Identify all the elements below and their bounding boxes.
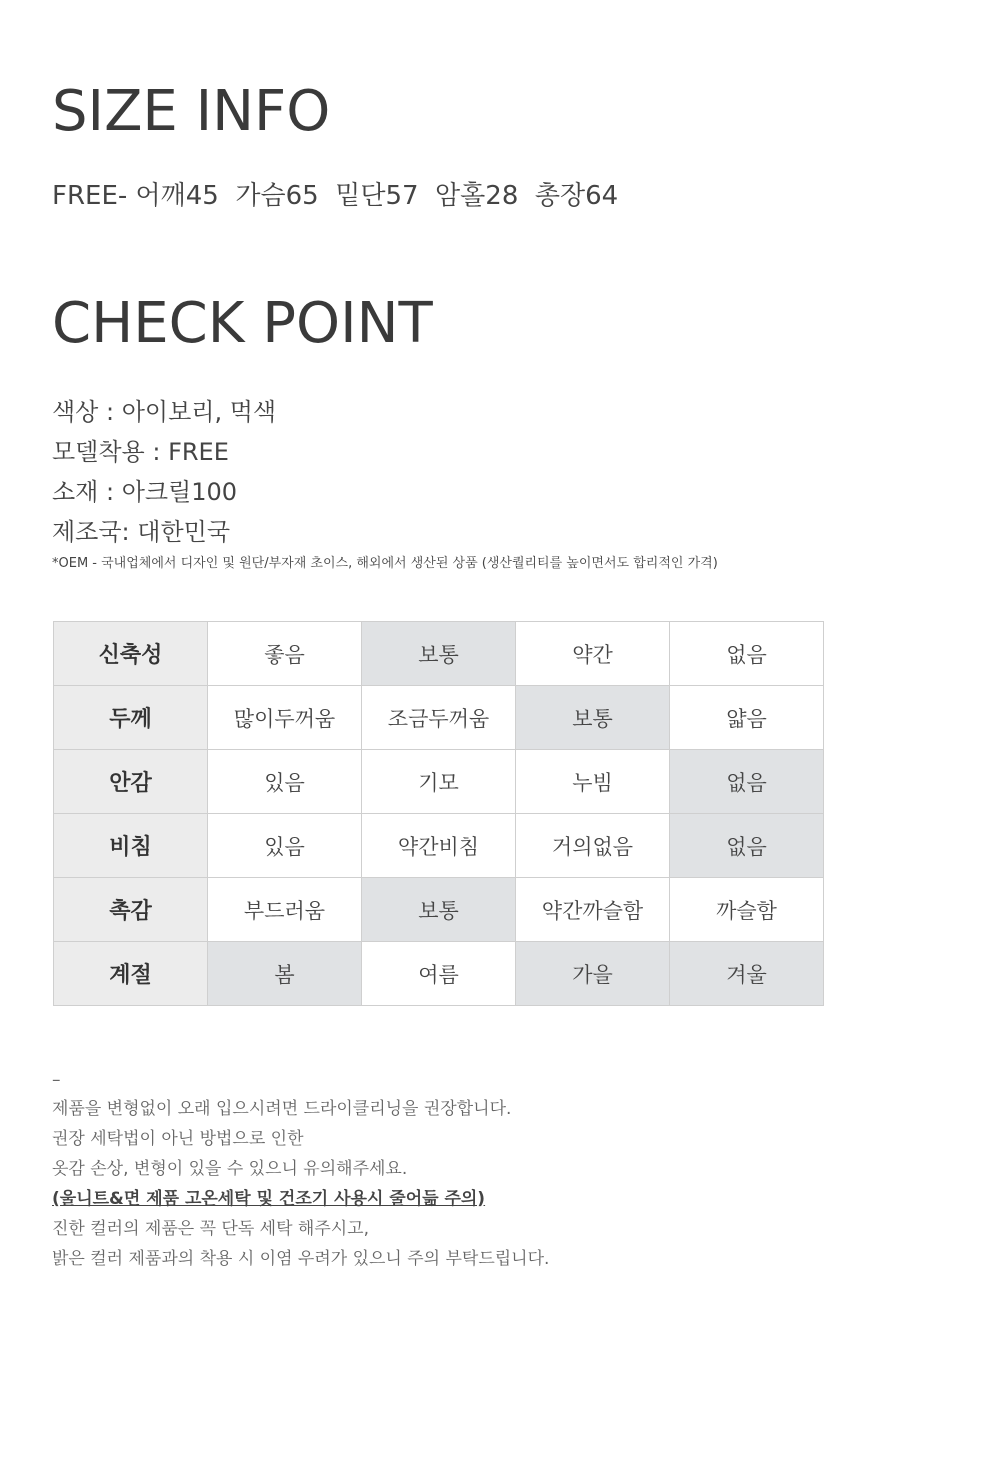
table-row xyxy=(54,686,824,750)
table-row xyxy=(54,942,824,1006)
option-cell: 있음 xyxy=(208,814,362,878)
option-cell: 조금두꺼움 xyxy=(362,686,516,750)
option-cell: 여름 xyxy=(362,942,516,1006)
table-row xyxy=(54,622,824,686)
option-cell-selected: 없음 xyxy=(670,814,824,878)
row-label: 비침 xyxy=(54,814,208,878)
product-details xyxy=(52,392,276,552)
option-cell: 거의없음 xyxy=(516,814,670,878)
check-point-table xyxy=(53,621,824,1006)
option-cell-selected: 봄 xyxy=(208,942,362,1006)
size-info-title: SIZE INFO xyxy=(52,79,331,144)
option-cell: 얇음 xyxy=(670,686,824,750)
option-cell-selected: 없음 xyxy=(670,750,824,814)
option-cell: 많이두꺼움 xyxy=(208,686,362,750)
option-cell-selected: 겨울 xyxy=(670,942,824,1006)
row-label: 계절 xyxy=(54,942,208,1006)
option-cell-selected: 가을 xyxy=(516,942,670,1006)
table-row xyxy=(54,750,824,814)
option-cell-selected: 보통 xyxy=(362,622,516,686)
table-row xyxy=(54,814,824,878)
detail-material: 소재 : 아크릴100 xyxy=(52,478,238,506)
care-line: 밝은 컬러 제품과의 착용 시 이염 우려가 있으니 주의 부탁드립니다. xyxy=(52,1249,550,1269)
option-cell: 있음 xyxy=(208,750,362,814)
row-label: 안감 xyxy=(54,750,208,814)
row-label: 두께 xyxy=(54,686,208,750)
care-instructions xyxy=(52,1066,549,1274)
option-cell: 약간 xyxy=(516,622,670,686)
check-point-title: CHECK POINT xyxy=(52,291,433,356)
detail-origin: 제조국: 대한민국 xyxy=(52,518,231,546)
row-label: 촉감 xyxy=(54,878,208,942)
care-line: 제품을 변형없이 오래 입으시려면 드라이클리닝을 권장합니다. xyxy=(52,1099,512,1119)
option-cell: 누빔 xyxy=(516,750,670,814)
option-cell: 약간까슬함 xyxy=(516,878,670,942)
detail-model-size: 모델착용 : FREE xyxy=(52,438,229,466)
row-label: 신축성 xyxy=(54,622,208,686)
option-cell: 약간비침 xyxy=(362,814,516,878)
option-cell: 기모 xyxy=(362,750,516,814)
option-cell: 까슬함 xyxy=(670,878,824,942)
shrink-warning: (울니트&면 제품 고온세탁 및 건조기 사용시 줄어듦 주의) xyxy=(52,1189,486,1209)
detail-color: 색상 : 아이보리, 먹색 xyxy=(52,398,277,426)
oem-note: *OEM - 국내업체에서 디자인 및 원단/부자재 초이스, 해외에서 생산된 상품 (생산퀄리티를 높이면서도 합리적인 가격) xyxy=(52,556,718,571)
care-line: 진한 컬러의 제품은 꼭 단독 세탁 해주시고, xyxy=(52,1219,370,1239)
option-cell: 좋음 xyxy=(208,622,362,686)
option-cell-selected: 보통 xyxy=(516,686,670,750)
care-line: 옷감 손상, 변형이 있을 수 있으니 유의해주세요. xyxy=(52,1159,408,1179)
size-measurements: FREE- 어깨45 가슴65 밑단57 암홀28 총장64 xyxy=(52,181,619,211)
option-cell: 없음 xyxy=(670,622,824,686)
option-cell: 부드러움 xyxy=(208,878,362,942)
care-dash: – xyxy=(52,1070,61,1090)
option-cell-selected: 보통 xyxy=(362,878,516,942)
table-row xyxy=(54,878,824,942)
care-line: 권장 세탁법이 아닌 방법으로 인한 xyxy=(52,1129,304,1149)
